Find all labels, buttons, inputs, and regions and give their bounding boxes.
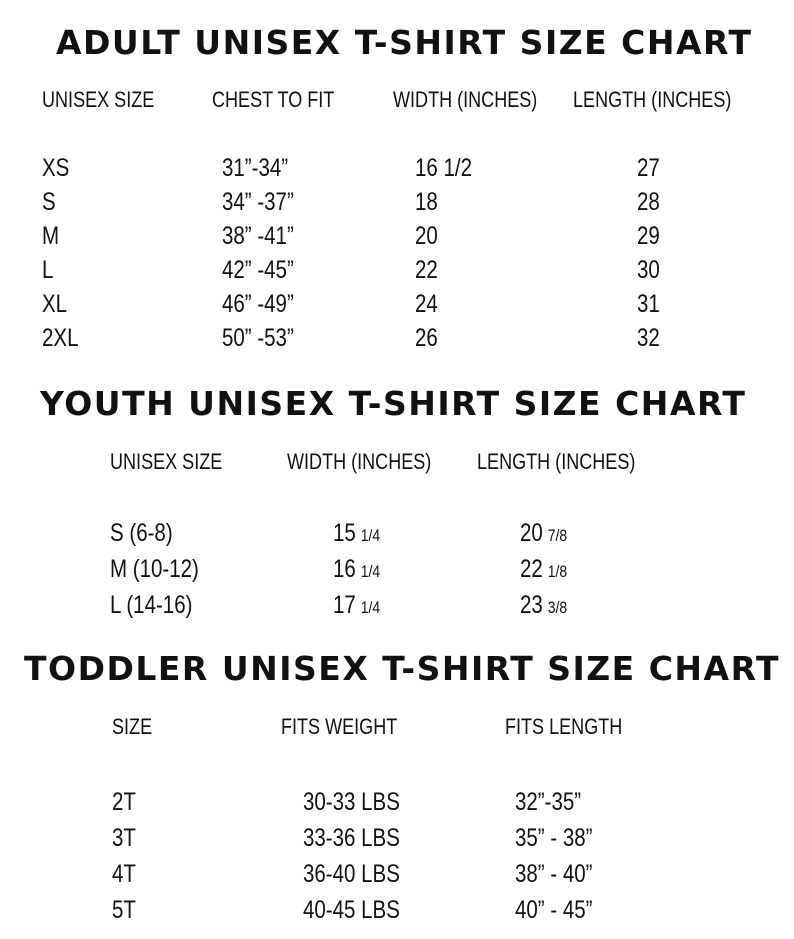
youth-header-size: UNISEX SIZE xyxy=(110,449,223,474)
youth-width-whole: 16 xyxy=(333,555,356,583)
adult-chest: 31”-34” xyxy=(222,154,289,182)
adult-chart-title: ADULT UNISEX T-SHIRT SIZE CHART xyxy=(56,23,753,62)
youth-width-fraction: 1/4 xyxy=(360,526,381,545)
adult-width: 20 xyxy=(415,222,438,250)
youth-length xyxy=(520,593,567,618)
youth-header-length: LENGTH (INCHES) xyxy=(477,449,636,474)
adult-width: 26 xyxy=(415,324,438,352)
adult-chest: 38” -41” xyxy=(222,222,294,250)
adult-size: XS xyxy=(42,154,70,182)
youth-width xyxy=(333,557,380,582)
adult-size: 2XL xyxy=(42,324,79,352)
youth-width-whole: 15 xyxy=(333,519,356,547)
toddler-size: 3T xyxy=(112,824,136,852)
adult-size: L xyxy=(42,256,54,284)
youth-width-fraction: 1/4 xyxy=(360,562,381,581)
adult-length: 29 xyxy=(637,222,660,250)
adult-width: 18 xyxy=(415,188,438,216)
youth-length-whole: 23 xyxy=(520,591,543,619)
adult-chest: 34” -37” xyxy=(222,188,294,216)
adult-width: 22 xyxy=(415,256,438,284)
youth-width-whole: 17 xyxy=(333,591,356,619)
youth-length xyxy=(520,521,567,546)
toddler-length: 40” - 45” xyxy=(515,896,593,924)
adult-length: 28 xyxy=(637,188,660,216)
toddler-length: 32”-35” xyxy=(515,788,582,816)
youth-size: M (10-12) xyxy=(110,555,199,583)
adult-header-width: WIDTH (INCHES) xyxy=(393,87,538,112)
toddler-weight: 40-45 LBS xyxy=(303,896,400,924)
toddler-chart-title: TODDLER UNISEX T-SHIRT SIZE CHART xyxy=(24,649,781,688)
toddler-header-size: SIZE xyxy=(112,714,153,739)
youth-width-fraction: 1/4 xyxy=(360,598,381,617)
toddler-weight: 30-33 LBS xyxy=(303,788,400,816)
adult-header-chest: CHEST TO FIT xyxy=(212,87,335,112)
youth-header-width: WIDTH (INCHES) xyxy=(287,449,432,474)
youth-size: L (14-16) xyxy=(110,591,193,619)
adult-length: 31 xyxy=(637,290,660,318)
toddler-size: 2T xyxy=(112,788,136,816)
youth-length xyxy=(520,557,567,582)
youth-width xyxy=(333,593,380,618)
youth-length-whole: 20 xyxy=(520,519,543,547)
toddler-length: 35” - 38” xyxy=(515,824,593,852)
toddler-size: 5T xyxy=(112,896,136,924)
youth-length-fraction: 7/8 xyxy=(547,526,568,545)
adult-width: 24 xyxy=(415,290,438,318)
adult-width: 16 1/2 xyxy=(415,154,473,182)
youth-size: S (6-8) xyxy=(110,519,173,547)
adult-size: M xyxy=(42,222,60,250)
adult-length: 27 xyxy=(637,154,660,182)
youth-length-fraction: 3/8 xyxy=(547,598,568,617)
toddler-header-weight: FITS WEIGHT xyxy=(281,714,398,739)
youth-length-fraction: 1/8 xyxy=(547,562,568,581)
toddler-header-length: FITS LENGTH xyxy=(505,714,623,739)
adult-header-length: LENGTH (INCHES) xyxy=(573,87,732,112)
adult-size: XL xyxy=(42,290,68,318)
toddler-length: 38” - 40” xyxy=(515,860,593,888)
adult-chest: 46” -49” xyxy=(222,290,294,318)
toddler-weight: 33-36 LBS xyxy=(303,824,400,852)
youth-length-whole: 22 xyxy=(520,555,543,583)
youth-width xyxy=(333,521,380,546)
adult-length: 30 xyxy=(637,256,660,284)
adult-size: S xyxy=(42,188,56,216)
adult-chest: 50” -53” xyxy=(222,324,294,352)
adult-chest: 42” -45” xyxy=(222,256,294,284)
adult-length: 32 xyxy=(637,324,660,352)
youth-chart-title: YOUTH UNISEX T-SHIRT SIZE CHART xyxy=(40,384,747,423)
toddler-weight: 36-40 LBS xyxy=(303,860,400,888)
adult-header-size: UNISEX SIZE xyxy=(42,87,155,112)
toddler-size: 4T xyxy=(112,860,136,888)
